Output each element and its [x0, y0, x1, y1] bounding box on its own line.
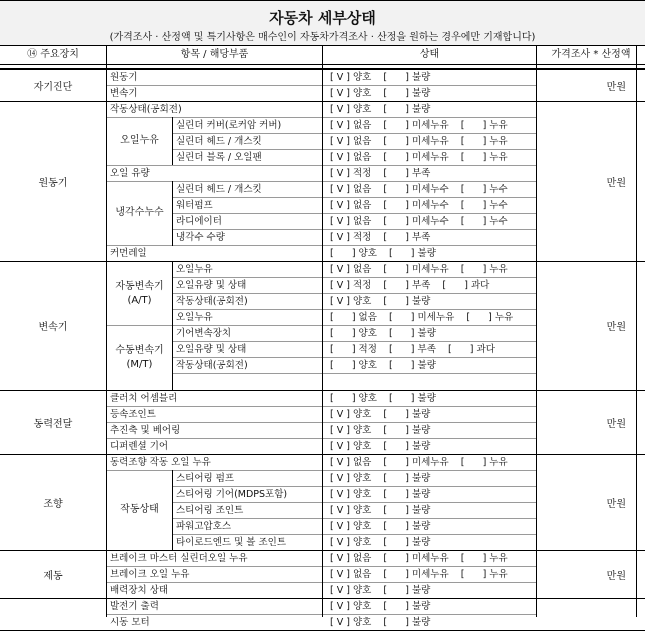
page-title: 자동차 세부상태 [269, 9, 376, 27]
row-item: 추진축 및 베어링 [110, 424, 181, 436]
row-state[interactable]: [ V ] 양호 [ ] 불량 [330, 408, 431, 420]
column-divider [106, 45, 107, 617]
row-item: 파워고압호스 [176, 520, 232, 532]
row-item: 냉각수 수량 [176, 232, 225, 243]
row-state[interactable]: [ V ] 없음 [ ] 미세누유 [ ] 누유 [330, 264, 508, 276]
row-state[interactable]: [ V ] 양호 [ ] 불량 [330, 440, 431, 452]
row-item: 실린더 헤드 / 개스킷 [176, 183, 262, 195]
row-state[interactable]: [ V ] 양호 [ ] 불량 [330, 103, 431, 115]
row-state[interactable]: [ V ] 없음 [ ] 미세누유 [ ] 누유 [330, 553, 508, 564]
subgroup-divider [172, 326, 173, 390]
row-state[interactable]: [ V ] 양호 [ ] 불량 [330, 601, 431, 613]
row-state[interactable]: [ V ] 없음 [ ] 미세누유 [ ] 누유 [330, 135, 508, 147]
price-unit[interactable]: 만원 [606, 81, 626, 93]
row-state[interactable]: [ ] 적정 [ ] 부족 [ ] 과다 [330, 344, 495, 356]
row-state[interactable]: [ V ] 없음 [ ] 미세누수 [ ] 누수 [330, 199, 508, 211]
row-state[interactable]: [ V ] 양호 [ ] 불량 [330, 424, 431, 436]
row-item: 등속조인트 [110, 408, 156, 420]
row-item: 배력장치 상태 [110, 585, 169, 597]
row-state[interactable]: [ V ] 없음 [ ] 미세누유 [ ] 누유 [330, 151, 508, 163]
subgroup-label: 작동상태 [120, 504, 159, 516]
row-item: 오일유량 및 상태 [176, 344, 247, 356]
subgroup-divider [172, 470, 173, 550]
row-state[interactable]: [ V ] 없음 [ ] 미세누수 [ ] 누수 [330, 215, 508, 227]
row-state[interactable]: [ V ] 없음 [ ] 미세누유 [ ] 누유 [330, 569, 508, 581]
row-item: 발전기 출력 [110, 601, 159, 613]
row-item: 오일유량 및 상태 [176, 280, 247, 292]
row-item: 작동상태(공회전) [110, 103, 182, 115]
subgroup-label: 오일누유 [120, 135, 159, 147]
row-item: 원동기 [110, 71, 138, 83]
row-state[interactable]: [ V ] 적정 [ ] 부족 [330, 167, 431, 179]
row-state[interactable]: [ V ] 양호 [ ] 불량 [330, 520, 431, 532]
row-separator [106, 438, 536, 439]
row-item: 스티어링 기어(MDPS포함) [176, 488, 288, 500]
row-state[interactable]: [ V ] 양호 [ ] 불량 [330, 585, 431, 597]
row-state[interactable]: [ V ] 없음 [ ] 미세누유 [ ] 누유 [330, 119, 508, 131]
group-label: 동력전달 [33, 418, 73, 430]
row-state[interactable]: [ V ] 없음 [ ] 미세누유 [ ] 누유 [330, 456, 508, 468]
price-unit[interactable]: 만원 [606, 418, 626, 430]
price-unit[interactable]: 만원 [606, 571, 626, 583]
row-state[interactable]: [ V ] 양호 [ ] 불량 [330, 617, 431, 629]
row-item: 디퍼렌셜 기어 [110, 440, 169, 452]
row-state[interactable]: [ V ] 양호 [ ] 불량 [330, 472, 431, 484]
row-item: 스티어링 펌프 [176, 472, 235, 484]
row-state[interactable]: [ V ] 양호 [ ] 불량 [330, 488, 431, 500]
row-item: 실린더 헤드 / 개스킷 [176, 135, 262, 147]
row-item: 동력조향 작동 오일 누유 [110, 456, 211, 468]
row-item: 브레이크 마스터 실린더오일 누유 [110, 553, 248, 564]
row-state[interactable]: [ ] 양호 [ ] 불량 [330, 328, 436, 340]
subgroup-separator [106, 165, 172, 166]
row-separator [106, 614, 536, 615]
row-state[interactable]: [ ] 양호 [ ] 불량 [330, 392, 436, 404]
row-item: 기어변속장치 [176, 328, 232, 340]
row-item: 변속기 [110, 87, 138, 99]
column-divider [536, 45, 537, 617]
row-state[interactable]: [ V ] 양호 [ ] 불량 [330, 296, 431, 308]
row-item: 브레이크 오일 누유 [110, 569, 190, 581]
row-item: 실린더 블록 / 오일팬 [176, 151, 262, 163]
row-state[interactable]: [ ] 없음 [ ] 미세누유 [ ] 누유 [330, 312, 514, 324]
subgroup-separator [106, 245, 172, 246]
row-item: 클러치 어셈블리 [110, 392, 178, 404]
column-divider [322, 45, 323, 617]
row-item: 오일누유 [176, 264, 213, 276]
row-state[interactable]: [ V ] 적정 [ ] 부족 [330, 232, 431, 243]
row-separator [106, 85, 536, 86]
page-subtitle: (가격조사 · 산정액 및 특기사항은 매수인이 자동차가격조사 · 산정을 원하는 경우에만 기재합니다) [109, 32, 536, 43]
row-item: 오일 유량 [110, 167, 150, 179]
subgroup-divider [172, 117, 173, 165]
header-item: 항목 / 해당부품 [107, 45, 322, 65]
subgroup-label: 냉각수누수 [115, 207, 164, 219]
row-separator [106, 406, 536, 407]
row-state[interactable]: [ ] 양호 [ ] 불량 [330, 248, 436, 260]
row-item: 실린더 커버(로커암 커버) [176, 119, 282, 131]
row-item: 작동상태(공회전) [176, 360, 248, 372]
title-bar [0, 0, 645, 46]
row-state[interactable]: [ V ] 양호 [ ] 불량 [330, 504, 431, 516]
row-state[interactable]: [ V ] 적정 [ ] 부족 [ ] 과다 [330, 280, 490, 292]
row-item: 워터펌프 [176, 199, 213, 211]
row-state[interactable]: [ ] 양호 [ ] 불량 [330, 360, 436, 372]
header-device: ⑭ 주요장치 [0, 45, 106, 65]
header-state: 상태 [323, 45, 536, 65]
header-separator [0, 68, 645, 69]
price-unit[interactable]: 만원 [606, 322, 626, 334]
row-item: 시동 모터 [110, 617, 150, 629]
subgroup-divider [172, 181, 173, 245]
group-label: 제동 [43, 571, 63, 583]
row-item: 오일누유 [176, 312, 213, 324]
row-item: 라디에이터 [176, 215, 222, 227]
group-label: 조향 [43, 498, 63, 510]
subgroup-label: 수동변속기 (M/T) [115, 344, 164, 370]
group-label: 자기진단 [33, 81, 73, 93]
group-label: 변속기 [38, 322, 68, 334]
row-item: 스티어링 조인트 [176, 504, 244, 516]
group-label: 원동기 [38, 177, 68, 189]
row-state[interactable]: [ V ] 없음 [ ] 미세누수 [ ] 누수 [330, 183, 508, 195]
column-divider [636, 45, 637, 617]
row-item: 타이로드엔드 및 볼 조인트 [176, 536, 287, 548]
subgroup-label: 자동변속기 (A/T) [115, 280, 164, 306]
group-label [0, 599, 106, 631]
row-item: 작동상태(공회전) [176, 296, 248, 308]
subgroup-divider [172, 262, 173, 326]
price-unit[interactable]: 만원 [606, 498, 626, 510]
row-state[interactable]: [ V ] 양호 [ ] 불량 [330, 71, 431, 83]
row-item: 커먼레일 [110, 248, 147, 260]
price-unit[interactable]: 만원 [606, 177, 626, 189]
row-separator [172, 373, 536, 374]
header-price: 가격조사 * 산정액 [537, 45, 645, 65]
row-state[interactable]: [ V ] 양호 [ ] 불량 [330, 87, 431, 99]
row-state[interactable]: [ V ] 양호 [ ] 불량 [330, 536, 431, 548]
row-separator [106, 582, 536, 583]
